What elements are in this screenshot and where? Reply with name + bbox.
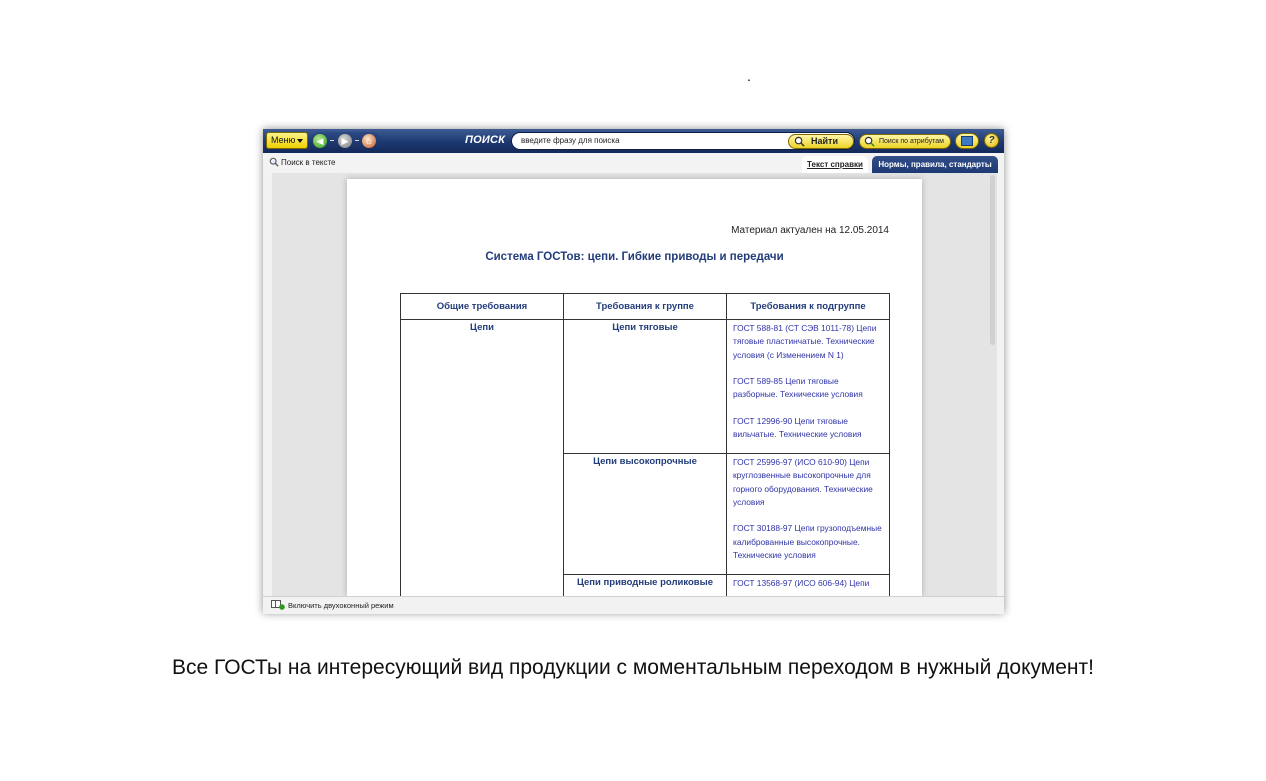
search-input[interactable]: введите фразу для поиска [511, 132, 855, 150]
search-icon [269, 157, 279, 167]
forward-button[interactable] [338, 134, 352, 148]
document-page [347, 179, 922, 596]
status-bar [263, 596, 1004, 614]
gost-link[interactable]: ГОСТ 25996-97 (ИСО 610-90) Цепи круглозвенные высокопрочные для горного оборудования. Технические условия [733, 457, 873, 507]
gost-link[interactable]: ГОСТ 588-81 (СТ СЭВ 1011-78) Цепи тяговые пластинчатые. Технические условия (с Изменением N 1) [733, 323, 877, 360]
subgroup-cell [727, 454, 890, 575]
group-cell: Цепи тяговые [564, 320, 727, 454]
tab-help-text[interactable] [802, 156, 868, 173]
search-label: ПОИСК [465, 134, 506, 146]
group-cell: Цепи приводные роликовые [564, 575, 727, 597]
caret-down-icon [297, 139, 303, 143]
actuality-date: Материал актуален на 12.05.2014 [731, 225, 889, 236]
find-in-text-link[interactable] [269, 157, 336, 167]
tab-help-text-label: Текст справки [807, 160, 863, 169]
home-icon: ⌂ [366, 136, 372, 146]
vertical-scrollbar[interactable] [990, 175, 995, 345]
gost-link[interactable]: ГОСТ 30188-97 Цепи грузоподъемные калиброванные высокопрочные. Технические условия [733, 523, 882, 561]
nav-separator [330, 140, 334, 141]
general-category-cell: Цепи [401, 320, 564, 597]
column-header: Общие требования [401, 294, 564, 320]
menu-button[interactable] [266, 132, 308, 149]
subgroup-cell [727, 320, 890, 454]
sub-toolbar [263, 153, 1004, 173]
find-in-text-label: Поиск в тексте [281, 158, 336, 167]
navigation-group [311, 132, 381, 150]
document-viewport[interactable] [272, 173, 997, 596]
gost-link[interactable]: ГОСТ 12996-90 Цепи тяговые вильчатые. Технические условия [733, 416, 862, 440]
table-row [401, 320, 890, 454]
tab-norms-standards-label: Нормы, правила, стандарты [878, 160, 992, 169]
attribute-search-button[interactable] [859, 134, 951, 149]
column-header: Требования к подгруппе [727, 294, 890, 320]
gost-link[interactable]: ГОСТ 13568-97 (ИСО 606-94) Цепи [733, 578, 870, 588]
help-button[interactable] [984, 133, 999, 148]
tab-norms-standards[interactable] [872, 156, 998, 173]
back-button[interactable] [313, 134, 327, 148]
top-mark: . [747, 68, 751, 84]
column-header: Требования к группе [564, 294, 727, 320]
attribute-search-label: Поиск по атрибутам [879, 138, 944, 145]
group-cell: Цепи высокопрочные [564, 454, 727, 575]
dual-window-toggle[interactable] [271, 600, 394, 610]
toolbar [263, 129, 1004, 153]
gost-table [400, 293, 890, 596]
dual-window-label: Включить двухоконный режим [288, 601, 394, 610]
find-button-label: Найти [811, 136, 838, 146]
window-mode-button[interactable] [955, 133, 979, 149]
subgroup-cell [727, 575, 890, 597]
menu-button-label: Меню [271, 135, 296, 145]
dual-window-icon [271, 600, 285, 610]
arrow-right-icon: ▶ [341, 136, 349, 146]
home-button[interactable] [362, 134, 376, 148]
nav-separator [355, 140, 359, 141]
window-icon [961, 136, 973, 146]
document-title: Система ГОСТов: цепи. Гибкие приводы и передачи [485, 251, 784, 263]
arrow-left-icon: ◀ [316, 136, 324, 146]
caption: Все ГОСТы на интересующий вид продукции с моментальным переходом в нужный документ! [172, 656, 1094, 679]
help-icon: ? [988, 135, 995, 146]
attribute-search-icon [864, 136, 875, 147]
table-header-row [401, 294, 890, 320]
app-window [263, 129, 1004, 613]
find-button[interactable] [788, 134, 854, 149]
search-icon [794, 136, 805, 147]
gost-link[interactable]: ГОСТ 589-85 Цепи тяговые разборные. Технические условия [733, 376, 863, 400]
